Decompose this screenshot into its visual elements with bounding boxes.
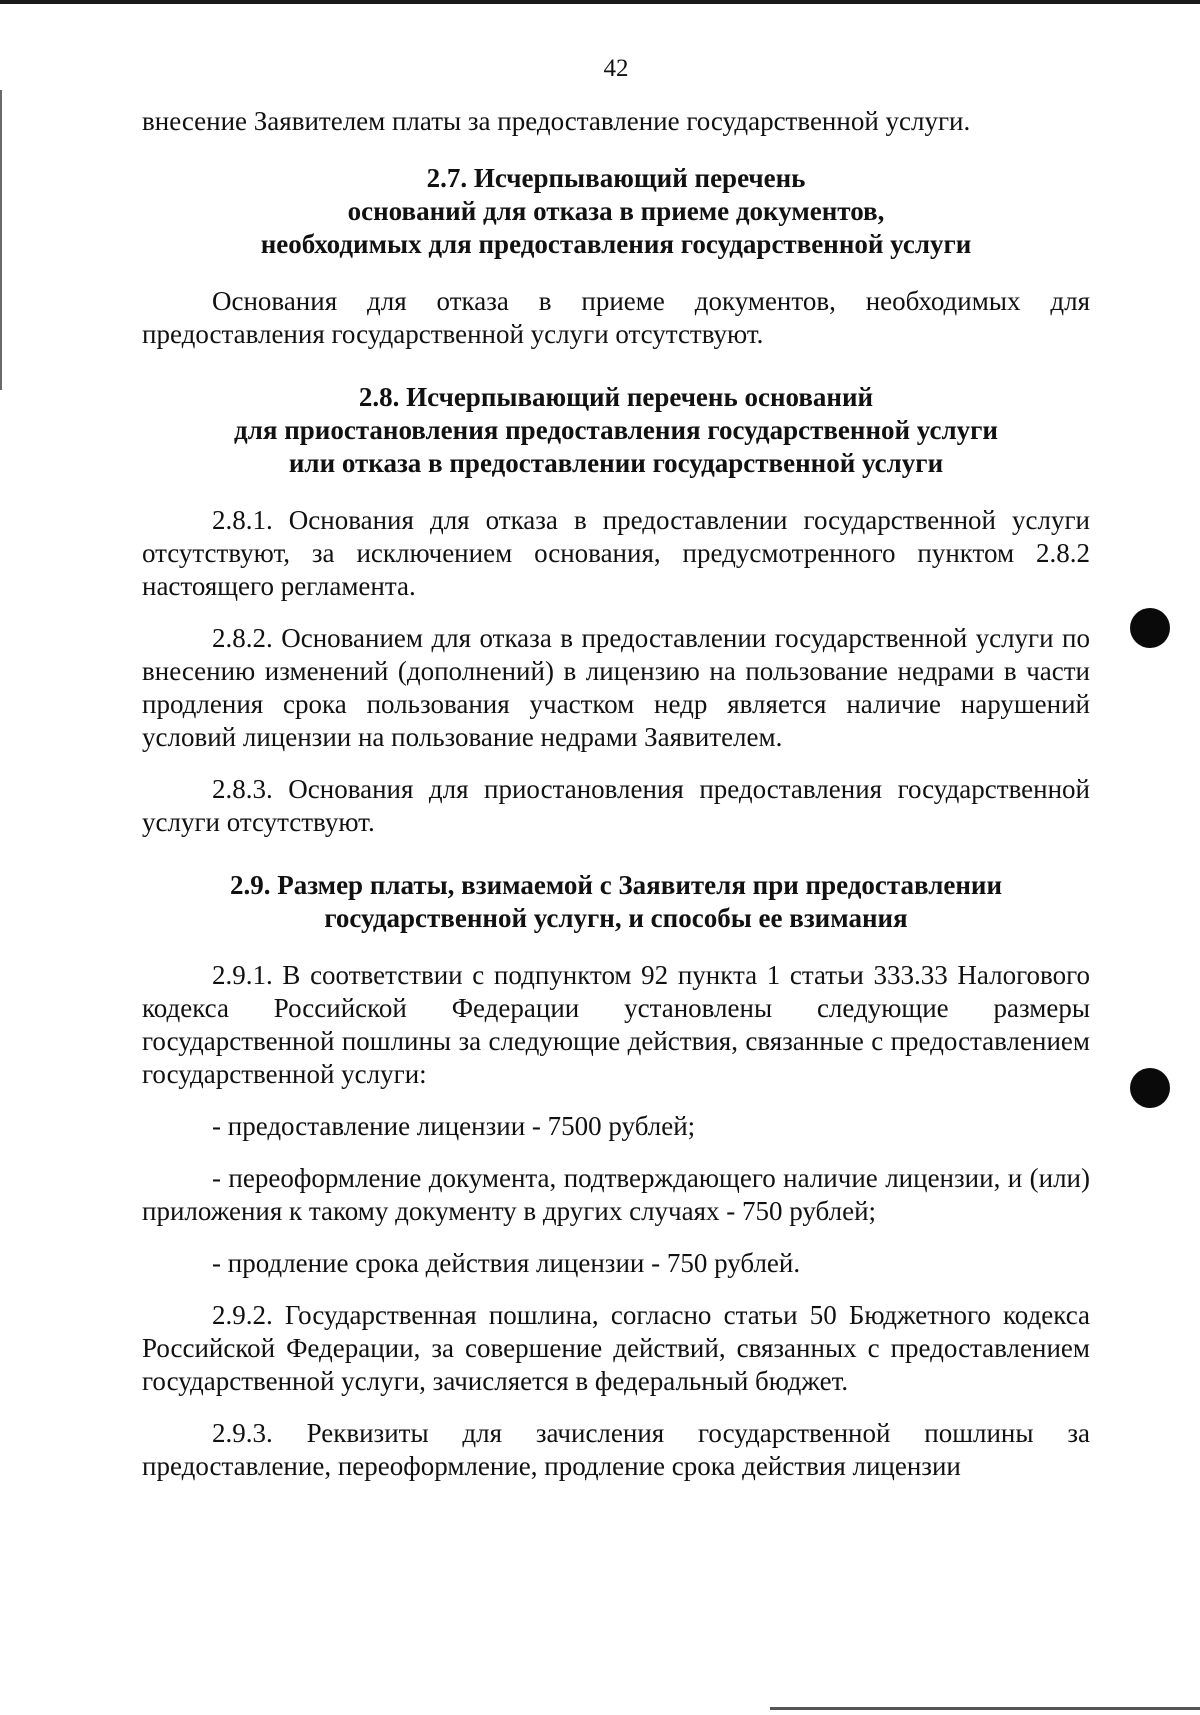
heading-line: 2.8. Исчерпывающий перечень оснований [358,382,874,412]
fee-item: - предоставление лицензии - 7500 рублей; [212,1111,696,1141]
section-2-7-paragraph: Основания для отказа в приеме документов, необходимых для предоставления государственной услуги отсутствуют. [142,286,1090,349]
paragraph-2-8-3: 2.8.3. Основания для приостановления предоставления государственной услуги отсутствуют. [142,774,1090,837]
fee-item: - продление срока действия лицензии - 750 рублей. [212,1248,801,1278]
paragraph-2-9-2: 2.9.2. Государственная пошлина, согласно статьи 50 Бюджетного кодекса Российской Федерации, за совершение действий, связанных с предоставлением государственной услуги, зачисляется в федеральный бюджет. [142,1300,1090,1396]
intro-line: внесение Заявителем платы за предоставление государственной услуги. [142,106,971,136]
paragraph-2-9-3: 2.9.3. Реквизиты для зачисления государственной пошлины за предоставление, переоформление, продление срока действия лицензии [142,1418,1090,1481]
section-2-8-heading [142,381,1090,480]
punch-hole-mark [1130,608,1170,648]
paragraph-2-8-1: 2.8.1. Основания для отказа в предоставлении государственной услуги отсутствуют, за исключением основания, предусмотренного пунктом 2.8.2 настоящего регламента. [142,505,1090,601]
scan-left-edge [0,90,2,390]
heading-line: государственной услугн, и способы ее взимания [324,903,908,933]
section-2-7-heading [142,162,1090,261]
heading-line: 2.9. Размер платы, взимаемой с Заявителя при предоставлении [229,870,1003,900]
heading-line: 2.7. Исчерпывающий перечень [426,163,806,193]
heading-line: или отказа в предоставлении государственной услуги [288,448,944,478]
punch-hole-mark [1130,1068,1170,1108]
page-number: 42 [603,55,629,82]
heading-line: для приостановления предоставления государственной услуги [234,415,998,445]
document-page [142,0,1090,1483]
scan-bottom-edge [770,1707,1200,1710]
paragraph-2-9-1: 2.9.1. В соответствии с подпунктом 92 пункта 1 статьи 333.33 Налогового кодекса Российской Федерации установлены следующие размеры государственной пошлины за следующие действия, связанные с предоставлением государственной услуги: [142,960,1090,1089]
paragraph-2-8-2: 2.8.2. Основанием для отказа в предоставлении государственной услуги по внесению изменений (дополнений) в лицензию на пользование недрами в части продления срока пользования участком недр является наличие нарушений условий лицензии на пользование недрами Заявителем. [142,623,1090,752]
fee-item: - переоформление документа, подтверждающего наличие лицензии, и (или) приложения к такому документу в других случаях - 750 рублей; [142,1163,1090,1226]
heading-line: оснований для отказа в приеме документов, [347,196,885,226]
heading-line: необходимых для предоставления государственной услуги [260,229,972,259]
section-2-9-heading [142,869,1090,935]
